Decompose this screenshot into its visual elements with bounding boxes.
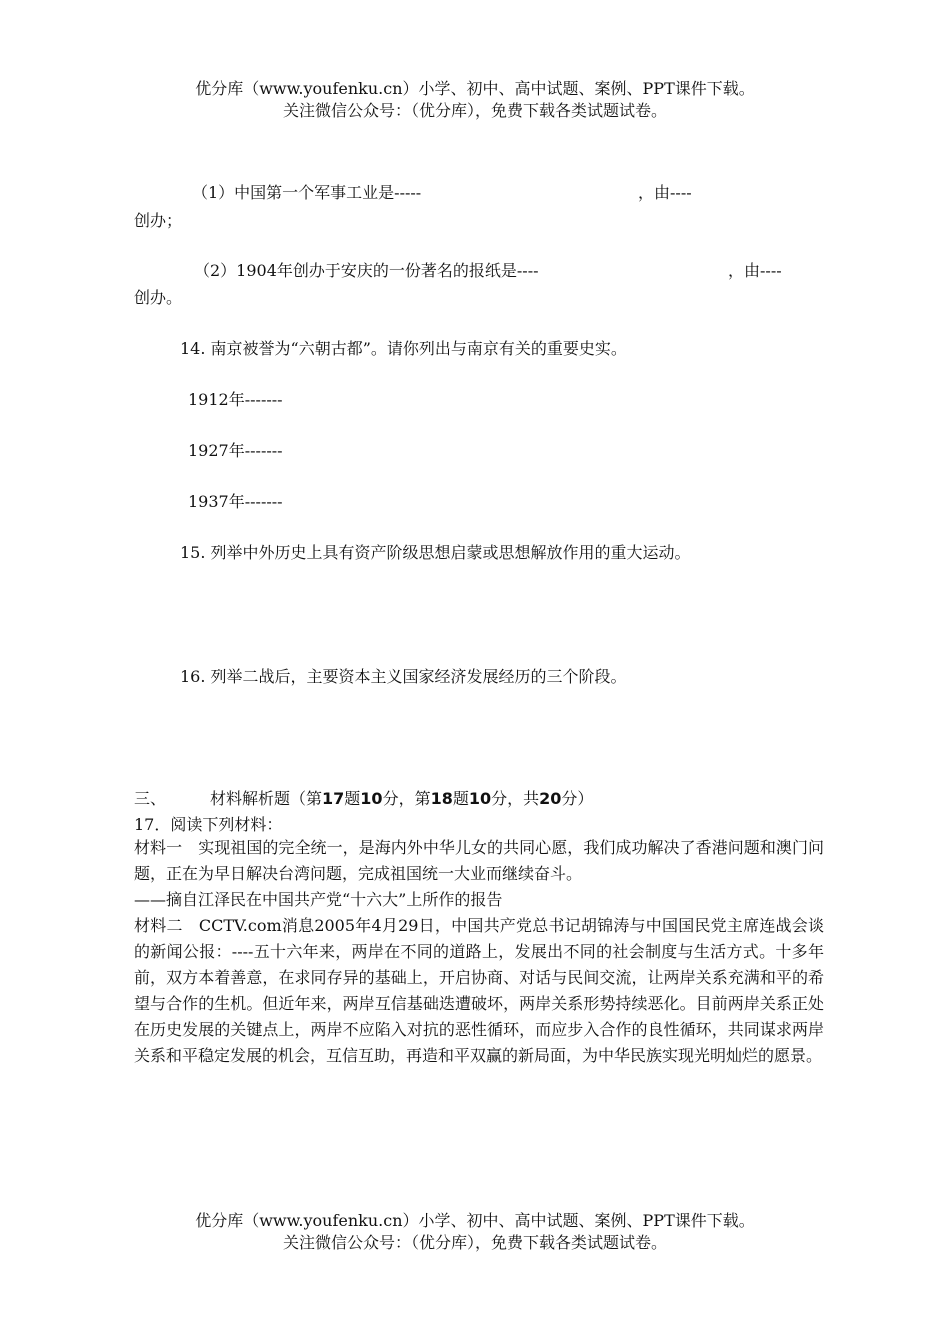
page-header [0,78,950,122]
q15-title: 15. 列举中外历史上具有资产阶级思想启蒙或思想解放作用的重大运动。 [180,543,691,562]
q17-title: 17．阅读下列材料： [134,815,283,834]
q14-title: 14. 南京被誉为“六朝古都”。请你列出与南京有关的重要史实。 [180,339,627,358]
q14-item-1937: 1937年------- [188,492,283,511]
q16-title: 16. 列举二战后，主要资本主义国家经济发展经历的三个阶段。 [180,667,627,686]
q17-materials [134,835,824,1069]
material-2: 材料二 CCTV.com消息2005年4月29日，中国共产党总书记胡锦涛与中国国民党主席连战会谈的新闻公报：----五十六年来，两岸在不同的道路上，发展出不同的社会制度与生活方式。十多年前，双方本着善意，在求同存异的基础上，开启协商、对话与民间交流，让两岸关系充满和平的希望与合作的生机。但近年来，两岸互信基础迭遭破坏，两岸关系形势持续恶化。目前两岸关系正处在历史发展的关键点上，两岸不应陷入对抗的恶性循环，而应步入合作的良性循环，共同谋求两岸关系和平稳定发展的机会，互信互助，再造和平双赢的新局面，为中华民族实现光明灿烂的愿景。 [134,916,824,1065]
section3-number: 三、 [134,789,167,808]
material-1-source: ——摘自江泽民在中国共产党“十六大”上所作的报告 [134,890,503,909]
footer-line-1: 优分库（www.youfenku.cn）小学、初中、高中试题、案例、PPT课件下载。 [195,1211,755,1230]
section3-heading: 三、 材料解析题（第17题10分，第18题10分，共20分） [134,786,593,809]
footer-line-2: 关注微信公众号：（优分库），免费下载各类试题试卷。 [282,1233,667,1252]
q13-part2-end: 创办。 [134,288,183,307]
q13-part1-start: （1）中国第一个军事工业是----- [192,183,422,202]
header-line-1: 优分库（www.youfenku.cn）小学、初中、高中试题、案例、PPT课件下载。 [195,79,755,98]
q13-part1-mid: ，由---- [638,183,692,202]
material-1: 材料一 实现祖国的完全统一，是海内外中华儿女的共同心愿，我们成功解决了香港问题和澳门问题，正在为早日解决台湾问题，完成祖国统一大业而继续奋斗。 [134,838,824,883]
q13-part1-end: 创办； [134,211,183,230]
page-footer [0,1210,950,1254]
q13-part2-mid: ，由---- [728,261,782,280]
header-line-2: 关注微信公众号：（优分库），免费下载各类试题试卷。 [282,101,667,120]
q13-part2-start: （2）1904年创办于安庆的一份著名的报纸是---- [194,261,539,280]
q14-item-1927: 1927年------- [188,441,283,460]
q14-item-1912: 1912年------- [188,390,283,409]
